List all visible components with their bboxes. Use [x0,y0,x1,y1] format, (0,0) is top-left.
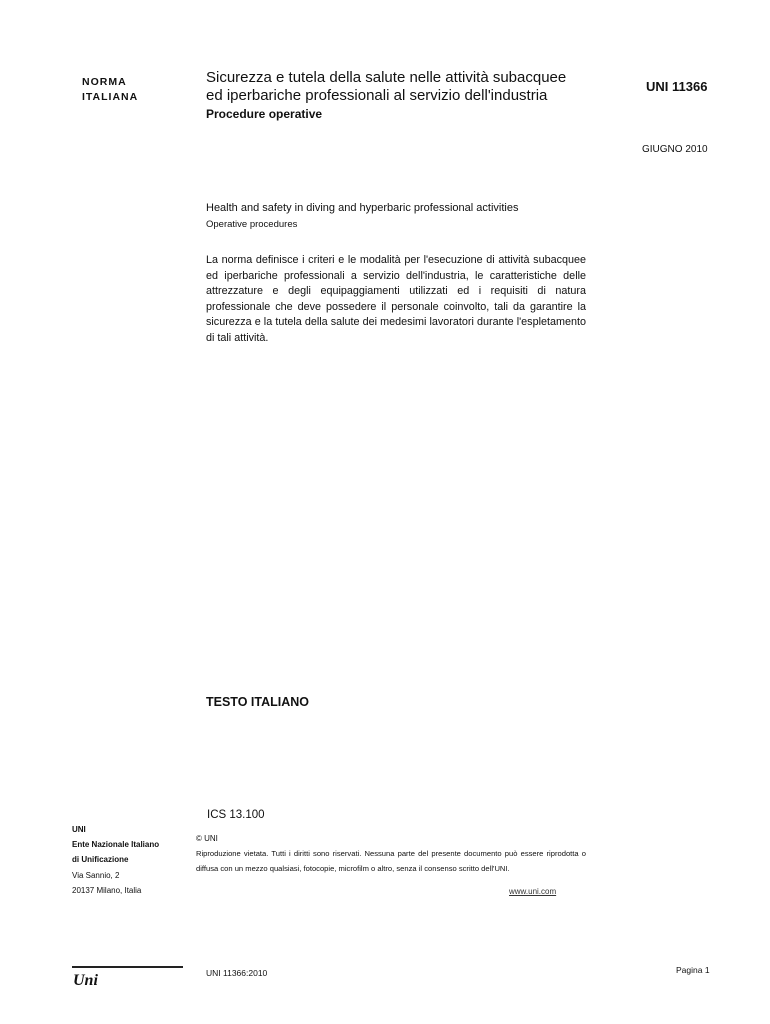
uni-logo-text: Uni [73,972,98,989]
org-full-name-1: Ente Nazionale Italiano [72,840,160,850]
standard-code: UNI 11366 [646,79,708,94]
italiana-line: ITALIANA [82,91,139,103]
uni-logo [73,970,98,989]
organization-block [72,822,159,898]
website-link[interactable]: www.uni.com [509,887,557,896]
document-title [206,69,606,122]
org-address-1: Via Sannio, 2 [72,870,120,880]
footer-doc-code: UNI 11366:2010 [206,968,268,978]
abstract-paragraph: La norma definisce i criteri e le modalità per l'esecuzione di attività subacquee ed iperbariche professionali a servizio dell'industria, le caratteristiche delle attrezzature e degli equipaggiamenti utilizzati ed i requisiti di natura professionale che deve possedere il personale coinvolto, tali da garantire la sicurezza e la tutela della salute dei medesimi lavoratori durante l'espletamento di tali attività. [206,254,586,344]
title-subtitle: Procedure operative [206,107,323,121]
footer-rule [72,966,183,968]
org-full-name-2: di Unificazione [72,855,129,865]
page-number: Pagina 1 [676,965,710,975]
rights-notice: Riproduzione vietata. Tutti i diritti sono riservati. Nessuna parte del presente documento può essere riprodotta o diffusa con un mezzo qualsiasi, fotocopie, microfilm o altro, senza il consenso scritto dell'UNI. [196,849,586,873]
ics-code: ICS 13.100 [207,809,265,821]
copyright-mark: © UNI [196,834,218,843]
english-title: Health and safety in diving and hyperbaric professional activities [206,202,519,214]
language-note: TESTO ITALIANO [206,695,310,709]
org-name: UNI [72,825,86,834]
english-subtitle: Operative procedures [206,219,298,230]
norma-line: NORMA [82,76,127,88]
publication-date: GIUGNO 2010 [642,144,708,155]
title-line-2: ed iperbariche professionali al servizio dell'industria [206,87,548,104]
org-address-2: 20137 Milano, Italia [72,885,142,895]
norma-italiana-label [82,75,138,105]
title-line-1: Sicurezza e tutela della salute nelle attività subacquee [206,69,567,86]
